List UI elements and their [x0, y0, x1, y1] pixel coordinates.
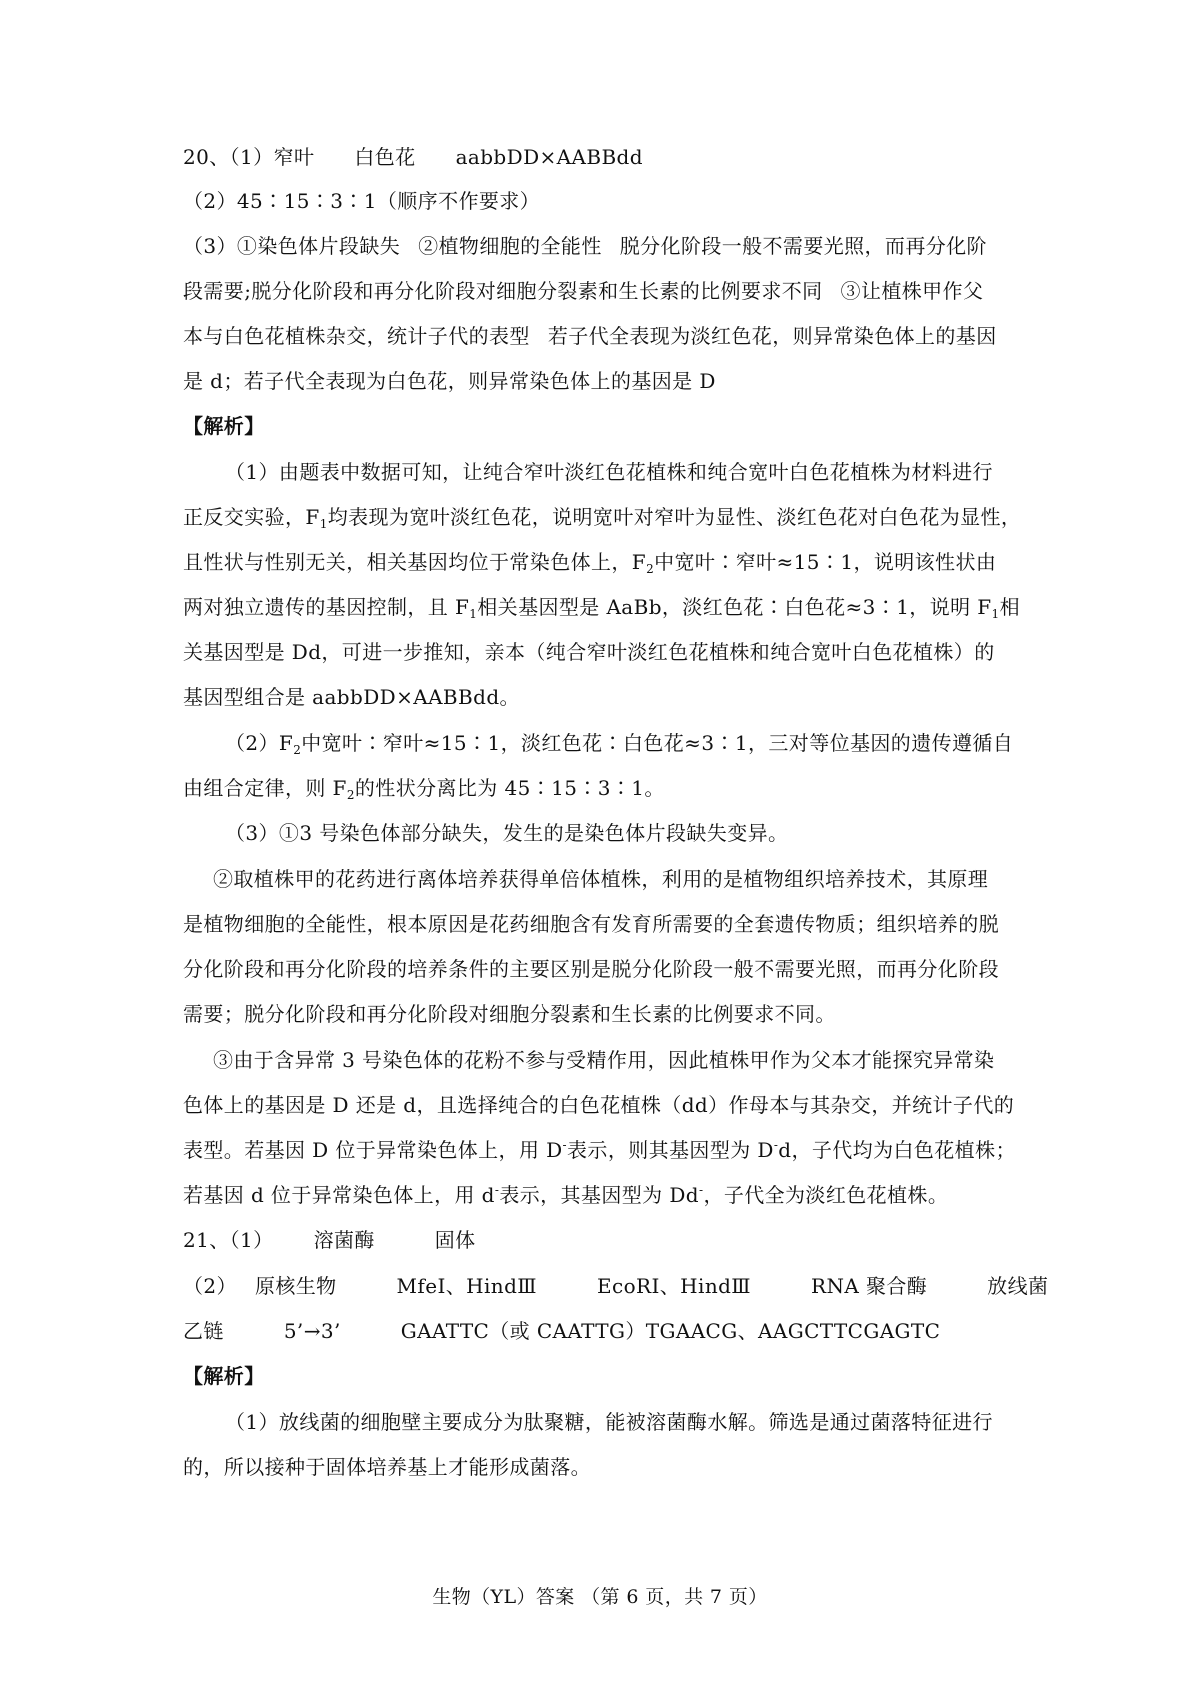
q21-answer-3 [183, 1316, 940, 1346]
q20-p1-l4s1: 1 [469, 607, 478, 621]
q20-answer-3-line-1 [183, 231, 987, 261]
q21-ans3-a: 乙链 [183, 1319, 224, 1343]
q20-p5-l3a: 表型。若基因 D 位于异常染色体上，用 D [183, 1138, 563, 1162]
q20-p4-l4: 需要；脱分化阶段和再分化阶段对细胞分裂素和生长素的比例要求不同。 [183, 1002, 836, 1026]
q20-p2-l1b: 中宽叶∶窄叶≈15∶1，淡红色花∶白色花≈3∶1，三对等位基因的遗传遵循自 [301, 731, 1014, 755]
q21-ans3-c: GAATTC（或 CAATTG）TGAACG、AAGCTTCGAGTC [400, 1319, 941, 1343]
q20-p4-line-4 [183, 999, 836, 1029]
q21-analysis-heading [183, 1361, 265, 1391]
q20-p1-l4a: 两对独立遗传的基因控制，且 F [183, 595, 470, 619]
q20-ans3-l2a: 段需要;脱分化阶段和再分化阶段对细胞分裂素和生长素的比例要求不同 [183, 279, 823, 303]
q20-p4-l1: ②取植株甲的花药进行离体培养获得单倍体植株，利用的是植物组织培养技术，其原理 [213, 867, 989, 891]
q20-p1-l4b: 相关基因型是 AaBb，淡红色花∶白色花≈3∶1，说明 F [477, 595, 992, 619]
q20-p5-l4s1: - [494, 1183, 500, 1197]
q20-p5-l4a: 若基因 d 位于异常染色体上，用 d [183, 1183, 495, 1207]
q20-ans2: （2）45∶15∶3∶1（顺序不作要求） [183, 189, 541, 213]
q20-p1-l3a: 且性状与性别无关，相关基因均位于常染色体上，F [183, 550, 647, 574]
q20-p2-l1a: （2）F [225, 731, 294, 755]
q20-analysis-heading [183, 411, 265, 441]
q21-ans2-f: 放线菌 [987, 1274, 1049, 1298]
q20-ans3-l1c: 脱分化阶段一般不需要光照，而再分化阶 [619, 234, 987, 258]
q20-p1-l1: （1）由题表中数据可知，让纯合窄叶淡红色花植株和纯合宽叶白色花植株为材料进行 [225, 460, 993, 484]
q20-ans3-l1a: （3）①染色体片段缺失 [183, 234, 401, 258]
q21-ans3-b: 5’→3’ [283, 1319, 341, 1343]
q20-p4-line-1 [213, 864, 988, 894]
q20-p5-l3b: 表示，则其基因型为 D [567, 1138, 774, 1162]
q20-p4-l3: 分化阶段和再分化阶段的培养条件的主要区别是脱分化阶段一般不需要光照，而再分化阶段 [183, 957, 999, 981]
q20-p2-l2b: 的性状分离比为 45∶15∶3∶1。 [354, 776, 665, 800]
q20-p1-l2s: 1 [319, 517, 328, 531]
q20-p1-l3b: 中宽叶∶窄叶≈15∶1，说明该性状由 [654, 550, 997, 574]
q21-ans1-b: 溶菌酶 [313, 1228, 375, 1252]
q20-p3: （3）①3 号染色体部分缺失，发生的是染色体片段缺失变异。 [225, 821, 789, 845]
q20-answer-3-line-4 [183, 366, 716, 396]
q20-answer-3-line-2 [183, 276, 983, 306]
q20-p1-line-5 [183, 637, 995, 667]
q20-jiexi: 【解析】 [183, 414, 265, 438]
q20-p1-l2b: 均表现为宽叶淡红色花，说明宽叶对窄叶为显性、淡红色花对白色花为显性， [327, 505, 1022, 529]
q20-answer-2 [183, 186, 540, 216]
q20-p4-l2: 是植物细胞的全能性，根本原因是花药细胞含有发育所需要的全套遗传物质；组织培养的脱 [183, 912, 999, 936]
q20-ans1-b: 白色花 [354, 145, 416, 169]
q20-p4-line-2 [183, 909, 999, 939]
q20-p1-l4s2: 1 [991, 607, 1000, 621]
q20-answer-3-line-3 [183, 321, 997, 351]
q20-p2-l2a: 由组合定律，则 F [183, 776, 347, 800]
q20-p5-l3c: d，子代均为白色花植株； [778, 1138, 1016, 1162]
q20-p5-line-4 [183, 1180, 948, 1210]
q20-p5-l4s2: - [698, 1183, 704, 1197]
q20-answer-1 [183, 142, 643, 172]
q20-p3-line-1 [225, 818, 788, 848]
q20-p5-l4b: 表示，其基因型为 Dd [499, 1183, 699, 1207]
q20-p4-line-3 [183, 954, 999, 984]
q20-p1-l4c: 相 [999, 595, 1020, 619]
q20-p1-l5: 关基因型是 Dd，可进一步推知，亲本（纯合窄叶淡红色花植株和纯合宽叶白色花植株）的 [183, 640, 995, 664]
q21-ans2-a: （2） [183, 1274, 237, 1298]
q20-p1-l6: 基因型组合是 aabbDD×AABBdd。 [183, 685, 520, 709]
q20-p5-line-2 [183, 1090, 1014, 1120]
q20-p5-l4c: ，子代全为淡红色花植株。 [703, 1183, 949, 1207]
q21-p1-l2: 的，所以接种于固体培养基上才能形成菌落。 [183, 1455, 591, 1479]
q21-answer-2 [183, 1271, 1048, 1301]
q20-p2-line-2 [183, 773, 665, 803]
q20-p1-line-3 [183, 547, 996, 577]
q21-answer-1 [183, 1225, 476, 1255]
q20-ans3-l4: 是 d；若子代全表现为白色花，则异常染色体上的基因是 D [183, 369, 716, 393]
q20-ans1-a: 20、（1）窄叶 [183, 145, 315, 169]
q20-ans3-l1b: ②植物细胞的全能性 [418, 234, 602, 258]
q20-p1-line-4 [183, 592, 1020, 622]
q21-jiexi: 【解析】 [183, 1364, 265, 1388]
q20-p5-l1: ③由于含异常 3 号染色体的花粉不参与受精作用，因此植株甲作为父本才能探究异常染 [213, 1048, 995, 1072]
q20-p1-line-6 [183, 682, 520, 712]
q20-p5-l2: 色体上的基因是 D 还是 d，且选择纯合的白色花植株（dd）作母本与其杂交，并统计子代的 [183, 1093, 1015, 1117]
q20-p5-line-1 [213, 1045, 994, 1075]
q20-p1-line-1 [225, 457, 993, 487]
q21-p1-line-2 [183, 1452, 591, 1482]
q21-ans2-d: EcoRI、HindⅢ [596, 1274, 751, 1298]
q20-p1-l3s: 2 [646, 562, 655, 576]
q20-ans1-c: aabbDD×AABBdd [455, 145, 643, 169]
q20-p1-line-2 [183, 502, 1021, 532]
q20-ans3-l2b: ③让植株甲作父 [840, 279, 984, 303]
q20-p5-l3s1: - [562, 1138, 568, 1152]
q20-ans3-l3b: 若子代全表现为淡红色花，则异常染色体上的基因 [547, 324, 997, 348]
q21-ans2-e: RNA 聚合酶 [811, 1274, 928, 1298]
q20-p2-l2s: 2 [346, 788, 355, 802]
q20-p2-l1s: 2 [293, 743, 302, 757]
page-footer: 生物（YL）答案 （第 6 页，共 7 页） [432, 1586, 768, 1608]
q20-p5-l3s2: - [773, 1138, 779, 1152]
q20-p2-line-1 [225, 728, 1013, 758]
q21-p1-line-1 [225, 1407, 993, 1437]
q20-p1-l2a: 正反交实验，F [183, 505, 320, 529]
q21-p1-l1: （1）放线菌的细胞壁主要成分为肽聚糖，能被溶菌酶水解。筛选是通过菌落特征进行 [225, 1410, 993, 1434]
q20-ans3-l3a: 本与白色花植株杂交，统计子代的表型 [183, 324, 530, 348]
q20-p5-line-3 [183, 1135, 1016, 1165]
q21-ans1-a: 21、（1） [183, 1228, 274, 1252]
q21-ans2-c: MfeI、HindⅢ [396, 1274, 537, 1298]
q21-ans1-c: 固体 [434, 1228, 476, 1252]
q21-ans2-b: 原核生物 [254, 1274, 337, 1298]
